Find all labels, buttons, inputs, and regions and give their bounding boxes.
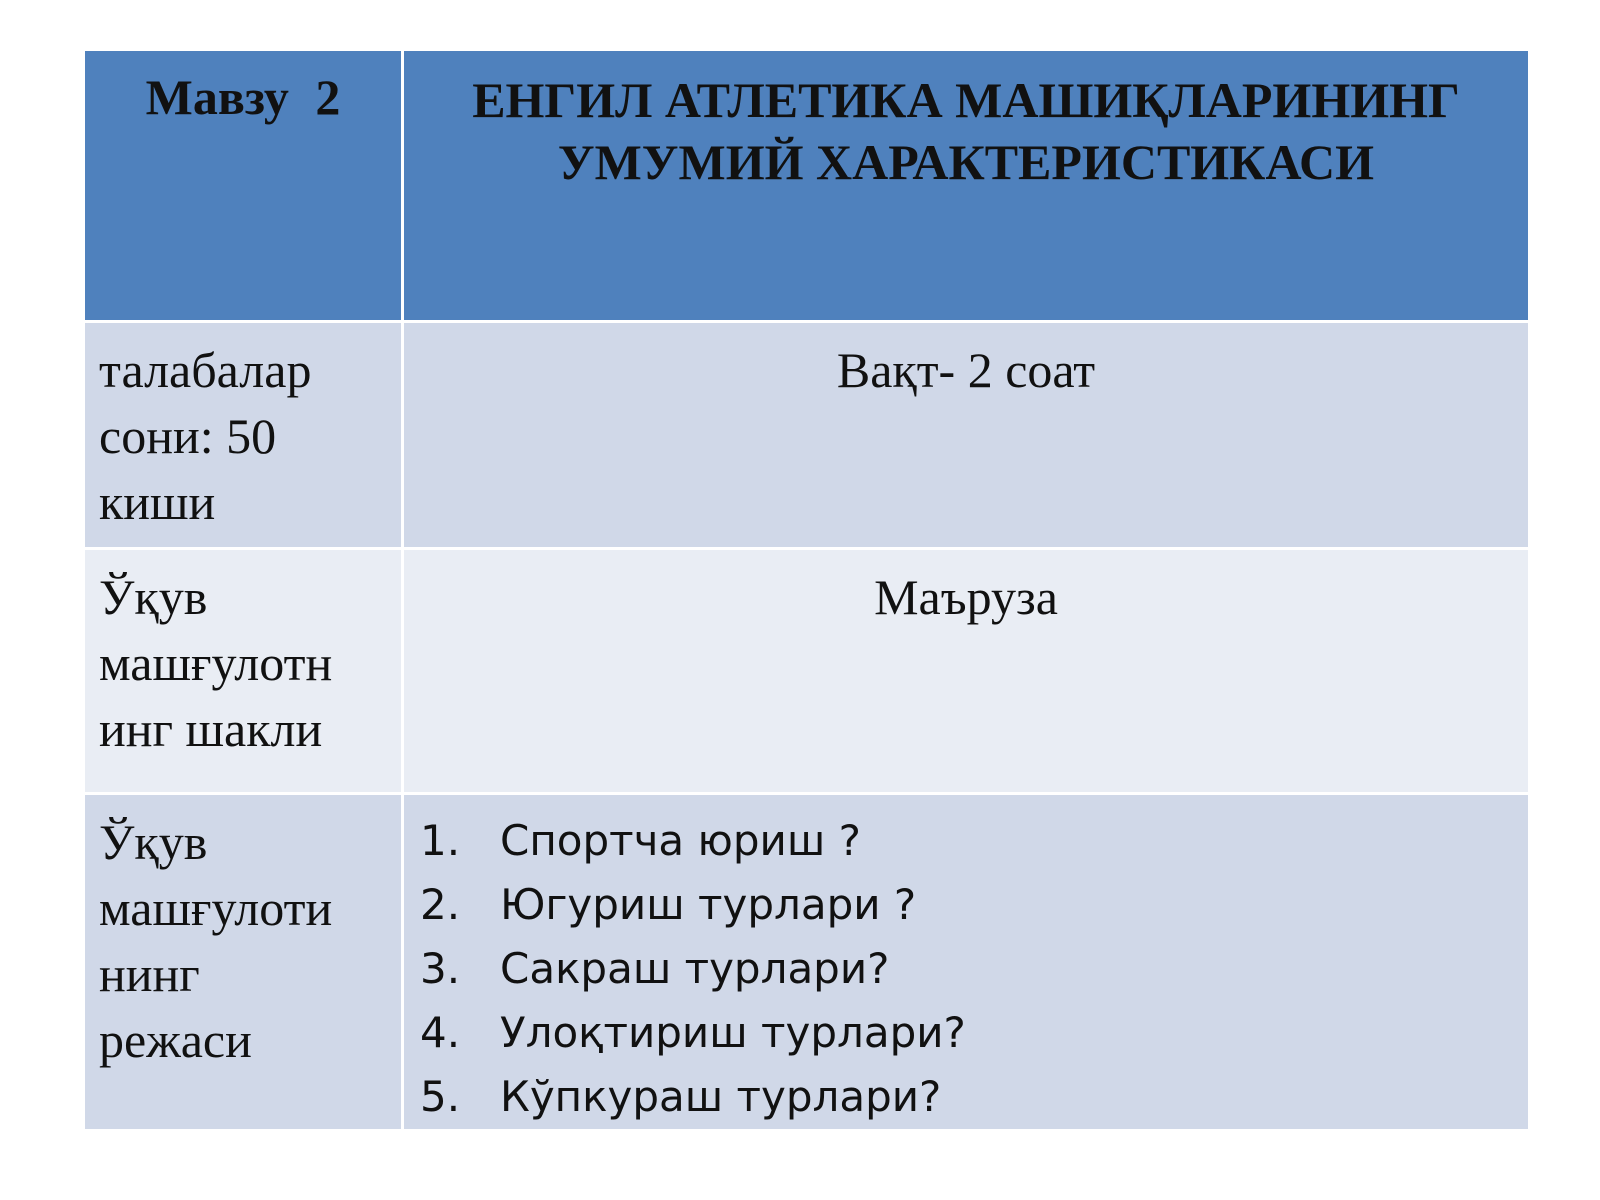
form-row	[84, 549, 1530, 794]
label-line: сони: 50	[99, 408, 277, 464]
students-label-cell	[84, 322, 403, 549]
plan-cell	[403, 794, 1530, 1131]
form-label	[85, 550, 401, 762]
list-text: Сакраш турлари?	[500, 944, 890, 993]
title-line-1: ЕНГИЛ АТЛЕТИКА МАШИҚЛАРИНИНГ	[472, 72, 1460, 128]
form-cell	[403, 549, 1530, 794]
list-item	[420, 937, 1528, 1001]
topic-cell	[84, 50, 403, 322]
students-row	[84, 322, 1530, 549]
list-item	[420, 873, 1528, 937]
title-cell	[403, 50, 1530, 322]
label-line: режаси	[99, 1012, 252, 1068]
list-item	[420, 1065, 1528, 1129]
plan-list	[404, 795, 1528, 1129]
header-row	[84, 50, 1530, 322]
list-text: Спортча юриш ?	[500, 816, 861, 865]
label-line: Ўқув	[99, 569, 208, 625]
list-number: 5.	[420, 1072, 461, 1121]
duration-value: Вақт- 2 соат	[836, 342, 1096, 398]
form-label-cell	[84, 549, 403, 794]
list-number: 2.	[420, 880, 461, 929]
duration-cell	[403, 322, 1530, 549]
topic-label: Мавзу 2	[145, 69, 341, 125]
list-text: Кўпкураш турлари?	[500, 1072, 942, 1121]
plan-label	[85, 795, 401, 1073]
label-line: машғулотн	[99, 635, 333, 691]
list-text: Югуриш турлари ?	[500, 880, 917, 929]
lesson-table	[82, 48, 1531, 1132]
plan-row	[84, 794, 1530, 1131]
form-value: Маъруза	[874, 569, 1058, 625]
label-line: машғулоти	[99, 880, 333, 936]
students-label	[85, 323, 401, 535]
list-number: 3.	[420, 944, 461, 993]
list-item	[420, 809, 1528, 873]
label-line: Ўқув	[99, 814, 208, 870]
lesson-title	[404, 51, 1528, 193]
list-item	[420, 1001, 1528, 1065]
list-number: 1.	[420, 816, 461, 865]
title-line-2: УМУМИЙ ХАРАКТЕРИСТИКАСИ	[557, 134, 1375, 190]
plan-label-cell	[84, 794, 403, 1131]
list-number: 4.	[420, 1008, 461, 1057]
label-line: талабалар	[99, 342, 312, 398]
label-line: нинг	[99, 946, 200, 1002]
list-text: Улоқтириш турлари?	[500, 1008, 966, 1057]
label-line: киши	[99, 474, 216, 530]
label-line: инг шакли	[99, 701, 323, 757]
